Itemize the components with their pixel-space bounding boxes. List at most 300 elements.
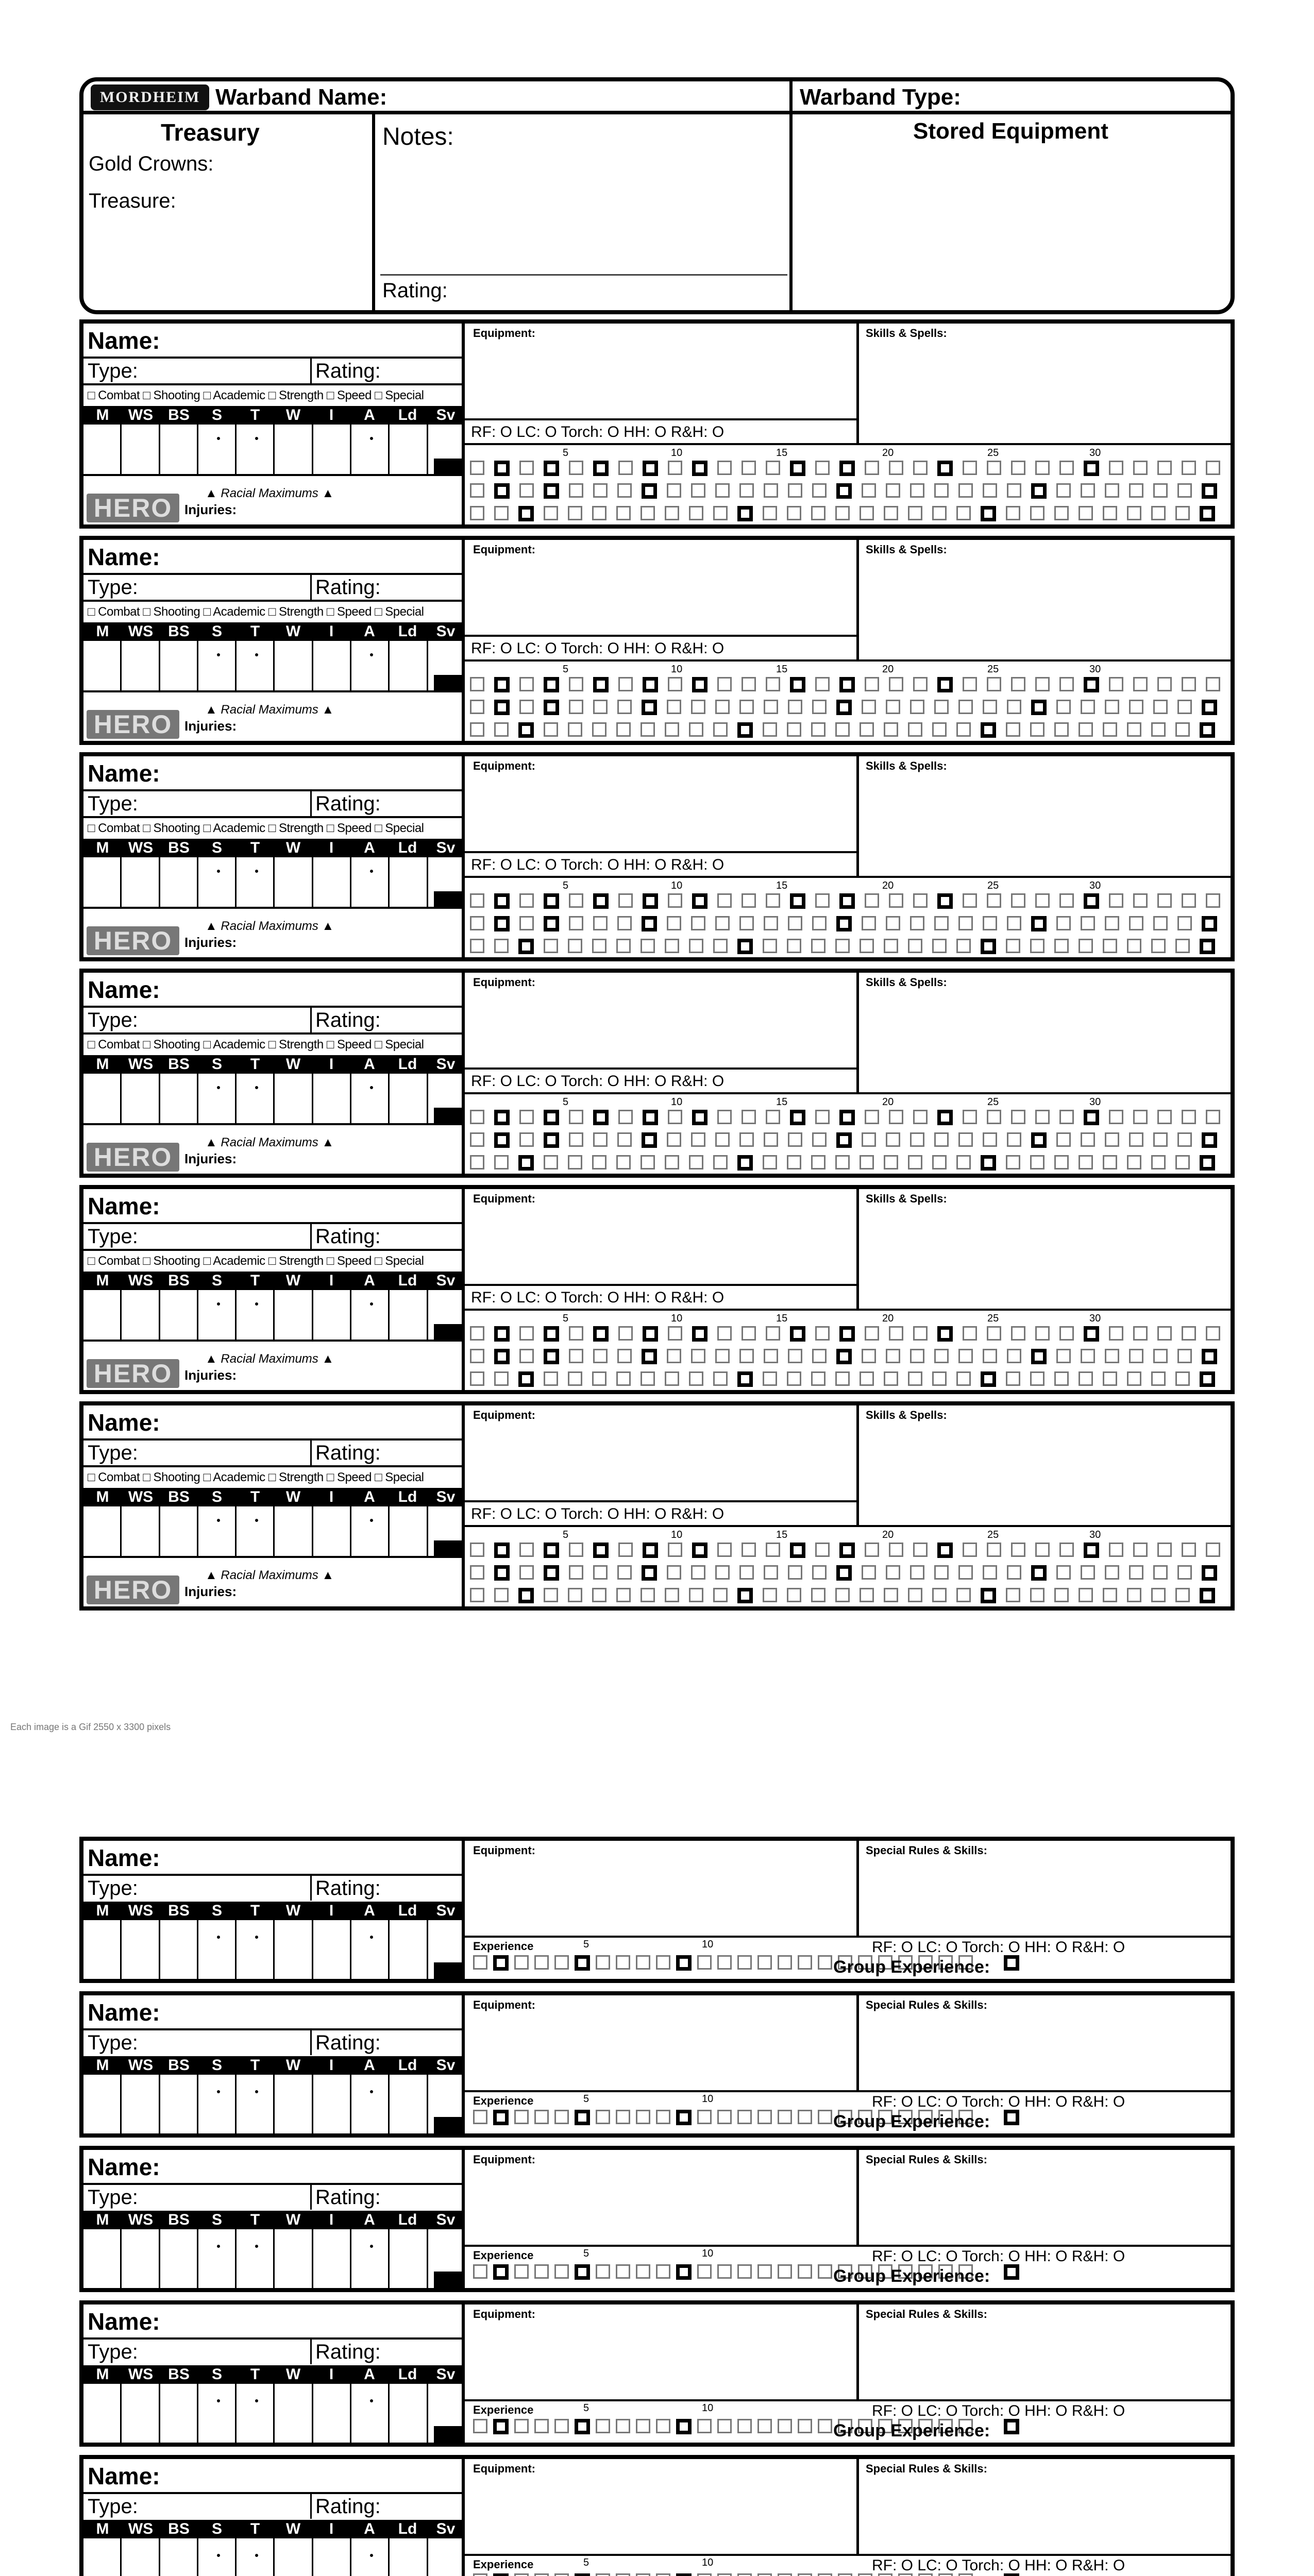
xp-box[interactable] — [636, 2264, 650, 2279]
xp-box[interactable] — [737, 2419, 752, 2433]
xp-box[interactable] — [818, 2419, 832, 2433]
xp-box[interactable] — [737, 1371, 753, 1387]
xp-box[interactable] — [544, 893, 559, 909]
xp-box[interactable] — [1109, 1326, 1123, 1341]
xp-box[interactable] — [593, 677, 609, 692]
xp-box[interactable] — [717, 2419, 732, 2433]
xp-box[interactable] — [1177, 1349, 1192, 1363]
xp-box[interactable] — [544, 1132, 559, 1148]
xp-box[interactable] — [818, 2110, 832, 2124]
xp-box[interactable] — [798, 2419, 812, 2433]
xp-box[interactable] — [1133, 1110, 1148, 1124]
xp-box[interactable] — [544, 916, 559, 931]
xp-box[interactable] — [1054, 1588, 1069, 1602]
xp-box[interactable] — [1031, 1132, 1047, 1148]
xp-box[interactable] — [956, 1588, 971, 1602]
rf-options[interactable]: RF: O LC: O Torch: O HH: O R&H: O — [872, 1939, 1125, 1956]
xp-box[interactable] — [641, 506, 655, 520]
xp-box[interactable] — [544, 1326, 559, 1342]
xp-box[interactable] — [554, 2110, 569, 2124]
xp-box[interactable] — [534, 2264, 549, 2279]
xp-box[interactable] — [811, 1155, 826, 1170]
xp-box[interactable] — [937, 1326, 953, 1342]
xp-box[interactable] — [518, 506, 534, 521]
xp-box[interactable] — [910, 700, 924, 714]
xp-box[interactable] — [692, 1110, 707, 1125]
xp-box[interactable] — [519, 461, 534, 475]
xp-box[interactable] — [470, 1349, 484, 1363]
xp-box[interactable] — [1153, 916, 1168, 930]
xp-box[interactable] — [518, 1371, 534, 1387]
xp-box[interactable] — [643, 893, 658, 909]
hero-stat-values[interactable] — [83, 1290, 465, 1340]
xp-box[interactable] — [667, 916, 681, 930]
xp-box[interactable] — [569, 1349, 583, 1363]
xp-box[interactable] — [1105, 916, 1119, 930]
xp-box[interactable] — [691, 1565, 705, 1580]
xp-box[interactable] — [544, 1543, 559, 1558]
xp-box[interactable] — [1133, 677, 1148, 691]
xp-box[interactable] — [1079, 1371, 1093, 1386]
xp-box[interactable] — [886, 483, 900, 498]
xp-box[interactable] — [1004, 2264, 1019, 2280]
xp-box[interactable] — [1006, 1155, 1020, 1170]
hero-skill-checkboxes[interactable]: □ Combat □ Shooting □ Academic □ Strength □ Speed □ Special — [88, 1038, 424, 1052]
xp-box[interactable] — [862, 1132, 876, 1147]
xp-box[interactable] — [958, 916, 973, 930]
xp-box[interactable] — [934, 483, 949, 498]
xp-box[interactable] — [913, 677, 928, 691]
xp-box[interactable] — [593, 1349, 608, 1363]
xp-box[interactable] — [860, 722, 874, 737]
xp-box[interactable] — [742, 1326, 756, 1341]
xp-box[interactable] — [766, 461, 780, 475]
xp-box[interactable] — [766, 1110, 780, 1124]
xp-box[interactable] — [787, 1155, 801, 1170]
xp-box[interactable] — [860, 506, 874, 520]
xp-box[interactable] — [839, 1110, 855, 1125]
xp-box[interactable] — [642, 1349, 657, 1364]
xp-box[interactable] — [757, 1955, 772, 1970]
rf-options[interactable]: RF: O LC: O Torch: O HH: O R&H: O — [471, 856, 725, 873]
xp-box[interactable] — [1157, 1543, 1172, 1557]
xp-box[interactable] — [981, 939, 996, 954]
xp-box[interactable] — [616, 2110, 630, 2124]
xp-box[interactable] — [641, 939, 655, 953]
xp-box[interactable] — [790, 1326, 805, 1342]
xp-box[interactable] — [932, 722, 947, 737]
xp-box[interactable] — [1081, 916, 1095, 930]
xp-box[interactable] — [643, 1543, 658, 1558]
xp-box[interactable] — [1030, 1371, 1045, 1386]
xp-box[interactable] — [1059, 461, 1074, 475]
xp-box[interactable] — [815, 893, 830, 908]
xp-box[interactable] — [1206, 1326, 1220, 1341]
xp-box[interactable] — [1006, 506, 1020, 520]
xp-box[interactable] — [757, 2573, 772, 2576]
xp-box[interactable] — [739, 483, 754, 498]
xp-box[interactable] — [764, 916, 778, 930]
xp-box[interactable] — [1103, 722, 1117, 737]
xp-box[interactable] — [1035, 1543, 1050, 1557]
xp-box[interactable] — [937, 893, 953, 909]
xp-box[interactable] — [618, 461, 633, 475]
xp-box[interactable] — [815, 1110, 830, 1124]
xp-box[interactable] — [568, 1371, 582, 1386]
henchman-stat-values[interactable] — [83, 2538, 465, 2576]
xp-box[interactable] — [1056, 1132, 1071, 1147]
xp-box[interactable] — [717, 1110, 732, 1124]
xp-box[interactable] — [1206, 461, 1220, 475]
xp-box[interactable] — [717, 461, 732, 475]
xp-box[interactable] — [811, 1588, 826, 1602]
rf-options[interactable]: RF: O LC: O Torch: O HH: O R&H: O — [872, 2093, 1125, 2110]
xp-box[interactable] — [1056, 916, 1071, 930]
xp-box[interactable] — [908, 506, 922, 520]
xp-box[interactable] — [494, 1132, 510, 1148]
xp-box[interactable] — [689, 939, 703, 953]
xp-box[interactable] — [1105, 1132, 1119, 1147]
xp-box[interactable] — [569, 1326, 583, 1341]
xp-box[interactable] — [643, 1326, 658, 1342]
xp-box[interactable] — [798, 2573, 812, 2576]
xp-box[interactable] — [1079, 1588, 1093, 1602]
xp-box[interactable] — [1153, 1132, 1168, 1147]
xp-box[interactable] — [616, 1955, 630, 1970]
xp-box[interactable] — [518, 939, 534, 954]
xp-box[interactable] — [790, 1543, 805, 1558]
xp-box[interactable] — [593, 700, 608, 714]
xp-box[interactable] — [1084, 1543, 1099, 1558]
xp-box[interactable] — [1202, 1349, 1217, 1364]
xp-box[interactable] — [1157, 677, 1172, 691]
xp-box[interactable] — [665, 1371, 679, 1386]
xp-box[interactable] — [963, 1110, 977, 1124]
xp-box[interactable] — [812, 1132, 827, 1147]
xp-box[interactable] — [1177, 700, 1192, 714]
xp-box[interactable] — [1127, 1155, 1141, 1170]
xp-box[interactable] — [1103, 506, 1117, 520]
xp-box[interactable] — [1202, 1565, 1217, 1581]
xp-box[interactable] — [494, 1565, 510, 1581]
xp-box[interactable] — [787, 506, 801, 520]
hero-stat-values[interactable] — [83, 1506, 465, 1556]
xp-box[interactable] — [470, 506, 484, 520]
xp-box[interactable] — [494, 506, 509, 520]
xp-box[interactable] — [1200, 506, 1215, 521]
xp-box[interactable] — [470, 1132, 484, 1147]
xp-box[interactable] — [1200, 939, 1215, 954]
xp-box[interactable] — [835, 1588, 850, 1602]
xp-box[interactable] — [737, 1955, 752, 1970]
xp-box[interactable] — [1007, 916, 1021, 930]
xp-box[interactable] — [956, 939, 971, 953]
xp-box[interactable] — [568, 722, 582, 737]
xp-box[interactable] — [1007, 1565, 1021, 1580]
xp-box[interactable] — [757, 2110, 772, 2124]
xp-box[interactable] — [642, 1565, 657, 1581]
rf-options[interactable]: RF: O LC: O Torch: O HH: O R&H: O — [471, 423, 725, 440]
xp-box[interactable] — [910, 1132, 924, 1147]
xp-box[interactable] — [569, 1543, 583, 1557]
xp-box[interactable] — [519, 1543, 534, 1557]
xp-box[interactable] — [763, 506, 777, 520]
xp-box[interactable] — [592, 1155, 607, 1170]
xp-box[interactable] — [1129, 916, 1143, 930]
xp-box[interactable] — [983, 483, 997, 498]
xp-box[interactable] — [1151, 939, 1166, 953]
xp-box[interactable] — [778, 2264, 792, 2279]
xp-box[interactable] — [593, 483, 608, 498]
xp-box[interactable] — [470, 916, 484, 930]
xp-box[interactable] — [956, 506, 971, 520]
xp-box[interactable] — [1081, 483, 1095, 498]
xp-box[interactable] — [593, 1565, 608, 1580]
xp-box[interactable] — [544, 483, 559, 499]
xp-box[interactable] — [534, 1955, 549, 1970]
xp-box[interactable] — [667, 1132, 681, 1147]
xp-box[interactable] — [713, 1371, 728, 1386]
xp-box[interactable] — [778, 2419, 792, 2433]
xp-box[interactable] — [862, 916, 876, 930]
xp-box[interactable] — [665, 722, 679, 737]
xp-box[interactable] — [641, 1155, 655, 1170]
xp-box[interactable] — [689, 1588, 703, 1602]
xp-box[interactable] — [987, 1110, 1001, 1124]
xp-box[interactable] — [788, 1349, 802, 1363]
xp-box[interactable] — [616, 2573, 630, 2576]
xp-box[interactable] — [1105, 483, 1119, 498]
xp-box[interactable] — [569, 1132, 583, 1147]
xp-box[interactable] — [778, 1955, 792, 1970]
xp-box[interactable] — [518, 1588, 534, 1603]
xp-box[interactable] — [494, 1110, 510, 1125]
xp-box[interactable] — [713, 1155, 728, 1170]
xp-box[interactable] — [697, 1955, 712, 1970]
xp-box[interactable] — [470, 1565, 484, 1580]
xp-box[interactable] — [1200, 722, 1215, 738]
xp-box[interactable] — [470, 1543, 484, 1557]
xp-box[interactable] — [932, 1155, 947, 1170]
xp-box[interactable] — [494, 700, 510, 715]
xp-box[interactable] — [569, 1565, 583, 1580]
xp-box[interactable] — [544, 506, 558, 520]
xp-box[interactable] — [1031, 1565, 1047, 1581]
xp-box[interactable] — [717, 677, 732, 691]
henchman-stat-values[interactable] — [83, 2229, 465, 2289]
xp-box[interactable] — [689, 1371, 703, 1386]
xp-box[interactable] — [519, 1349, 534, 1363]
xp-box[interactable] — [717, 1955, 732, 1970]
xp-box[interactable] — [1059, 1543, 1074, 1557]
xp-box[interactable] — [1059, 677, 1074, 691]
xp-box[interactable] — [1103, 1588, 1117, 1602]
xp-box[interactable] — [987, 677, 1001, 691]
xp-box[interactable] — [715, 916, 730, 930]
xp-box[interactable] — [757, 2419, 772, 2433]
xp-box[interactable] — [692, 461, 707, 476]
xp-box[interactable] — [642, 1132, 657, 1148]
xp-box[interactable] — [987, 461, 1001, 475]
xp-box[interactable] — [1007, 1132, 1021, 1147]
xp-box[interactable] — [697, 2419, 712, 2433]
xp-box[interactable] — [811, 1371, 826, 1386]
xp-box[interactable] — [470, 722, 484, 737]
rf-options[interactable]: RF: O LC: O Torch: O HH: O R&H: O — [872, 2402, 1125, 2419]
xp-box[interactable] — [713, 722, 728, 737]
xp-box[interactable] — [737, 722, 753, 738]
xp-box[interactable] — [1182, 677, 1196, 691]
xp-box[interactable] — [641, 1371, 655, 1386]
xp-box[interactable] — [1103, 939, 1117, 953]
xp-box[interactable] — [934, 1349, 949, 1363]
xp-box[interactable] — [636, 2110, 650, 2124]
xp-box[interactable] — [865, 677, 879, 691]
xp-box[interactable] — [860, 939, 874, 953]
xp-box[interactable] — [937, 677, 953, 692]
xp-box[interactable] — [519, 1565, 534, 1580]
xp-box[interactable] — [1175, 939, 1190, 953]
xp-box[interactable] — [788, 1132, 802, 1147]
xp-box[interactable] — [1105, 700, 1119, 714]
xp-box[interactable] — [766, 1543, 780, 1557]
xp-box[interactable] — [494, 1588, 509, 1602]
xp-box[interactable] — [676, 2573, 692, 2576]
xp-box[interactable] — [937, 1110, 953, 1125]
xp-box[interactable] — [1011, 1110, 1025, 1124]
xp-box[interactable] — [1175, 722, 1190, 737]
xp-box[interactable] — [519, 1326, 534, 1341]
xp-box[interactable] — [815, 1326, 830, 1341]
xp-box[interactable] — [593, 1326, 609, 1342]
xp-box[interactable] — [1006, 1371, 1020, 1386]
xp-box[interactable] — [1151, 722, 1166, 737]
xp-box[interactable] — [860, 1371, 874, 1386]
xp-box[interactable] — [932, 506, 947, 520]
xp-box[interactable] — [616, 939, 631, 953]
xp-box[interactable] — [1030, 722, 1045, 737]
xp-box[interactable] — [676, 2110, 692, 2125]
xp-box[interactable] — [494, 461, 510, 476]
xp-box[interactable] — [494, 939, 509, 953]
xp-box[interactable] — [1031, 700, 1047, 715]
rf-options[interactable]: RF: O LC: O Torch: O HH: O R&H: O — [471, 1073, 725, 1090]
xp-box[interactable] — [636, 2419, 650, 2433]
xp-box[interactable] — [473, 2573, 487, 2576]
xp-box[interactable] — [692, 1326, 707, 1342]
xp-box[interactable] — [757, 2264, 772, 2279]
xp-box[interactable] — [717, 893, 732, 908]
xp-box[interactable] — [715, 483, 730, 498]
xp-box[interactable] — [1202, 483, 1217, 499]
xp-box[interactable] — [717, 1543, 732, 1557]
xp-box[interactable] — [1103, 1155, 1117, 1170]
xp-box[interactable] — [790, 461, 805, 476]
xp-box[interactable] — [812, 700, 827, 714]
xp-box[interactable] — [616, 506, 631, 520]
xp-box[interactable] — [519, 700, 534, 714]
xp-box[interactable] — [763, 722, 777, 737]
xp-box[interactable] — [618, 1543, 633, 1557]
xp-box[interactable] — [1109, 461, 1123, 475]
xp-box[interactable] — [717, 2264, 732, 2279]
xp-box[interactable] — [616, 1588, 631, 1602]
xp-box[interactable] — [715, 1132, 730, 1147]
xp-box[interactable] — [886, 700, 900, 714]
xp-box[interactable] — [470, 893, 484, 908]
xp-box[interactable] — [932, 1371, 947, 1386]
xp-box[interactable] — [764, 1132, 778, 1147]
xp-box[interactable] — [737, 1588, 753, 1603]
xp-box[interactable] — [763, 939, 777, 953]
xp-box[interactable] — [494, 677, 510, 692]
xp-box[interactable] — [569, 1110, 583, 1124]
xp-box[interactable] — [788, 1565, 802, 1580]
xp-box[interactable] — [1084, 677, 1099, 692]
xp-box[interactable] — [1011, 1543, 1025, 1557]
xp-box[interactable] — [519, 677, 534, 691]
xp-box[interactable] — [934, 1132, 949, 1147]
xp-box[interactable] — [1059, 1326, 1074, 1341]
xp-box[interactable] — [1127, 506, 1141, 520]
xp-box[interactable] — [1056, 483, 1071, 498]
xp-box[interactable] — [742, 893, 756, 908]
xp-box[interactable] — [544, 1588, 558, 1602]
xp-box[interactable] — [865, 1110, 879, 1124]
xp-box[interactable] — [713, 1588, 728, 1602]
xp-box[interactable] — [815, 461, 830, 475]
xp-box[interactable] — [1079, 506, 1093, 520]
xp-box[interactable] — [643, 461, 658, 476]
xp-box[interactable] — [788, 483, 802, 498]
xp-box[interactable] — [493, 1955, 509, 1971]
xp-box[interactable] — [958, 1132, 973, 1147]
xp-box[interactable] — [812, 1349, 827, 1363]
xp-box[interactable] — [836, 1132, 852, 1148]
xp-box[interactable] — [689, 722, 703, 737]
xp-box[interactable] — [473, 1955, 487, 1970]
xp-box[interactable] — [908, 1155, 922, 1170]
xp-box[interactable] — [908, 1371, 922, 1386]
xp-box[interactable] — [865, 1543, 879, 1557]
xp-box[interactable] — [987, 1326, 1001, 1341]
xp-box[interactable] — [1004, 1955, 1019, 1971]
xp-box[interactable] — [668, 677, 682, 691]
xp-box[interactable] — [1133, 893, 1148, 908]
xp-box[interactable] — [596, 2264, 610, 2279]
xp-box[interactable] — [932, 1588, 947, 1602]
xp-box[interactable] — [1127, 939, 1141, 953]
xp-box[interactable] — [1011, 893, 1025, 908]
xp-box[interactable] — [778, 2110, 792, 2124]
xp-box[interactable] — [676, 2264, 692, 2280]
xp-box[interactable] — [934, 1565, 949, 1580]
xp-box[interactable] — [963, 461, 977, 475]
xp-box[interactable] — [908, 939, 922, 953]
xp-box[interactable] — [692, 1543, 707, 1558]
xp-box[interactable] — [534, 2573, 549, 2576]
xp-box[interactable] — [862, 700, 876, 714]
xp-box[interactable] — [616, 2264, 630, 2279]
xp-box[interactable] — [983, 1565, 997, 1580]
xp-box[interactable] — [1006, 1588, 1020, 1602]
xp-box[interactable] — [956, 1155, 971, 1170]
xp-box[interactable] — [575, 2264, 590, 2280]
xp-box[interactable] — [596, 2110, 610, 2124]
xp-box[interactable] — [787, 939, 801, 953]
xp-box[interactable] — [1206, 893, 1220, 908]
xp-box[interactable] — [1151, 1588, 1166, 1602]
